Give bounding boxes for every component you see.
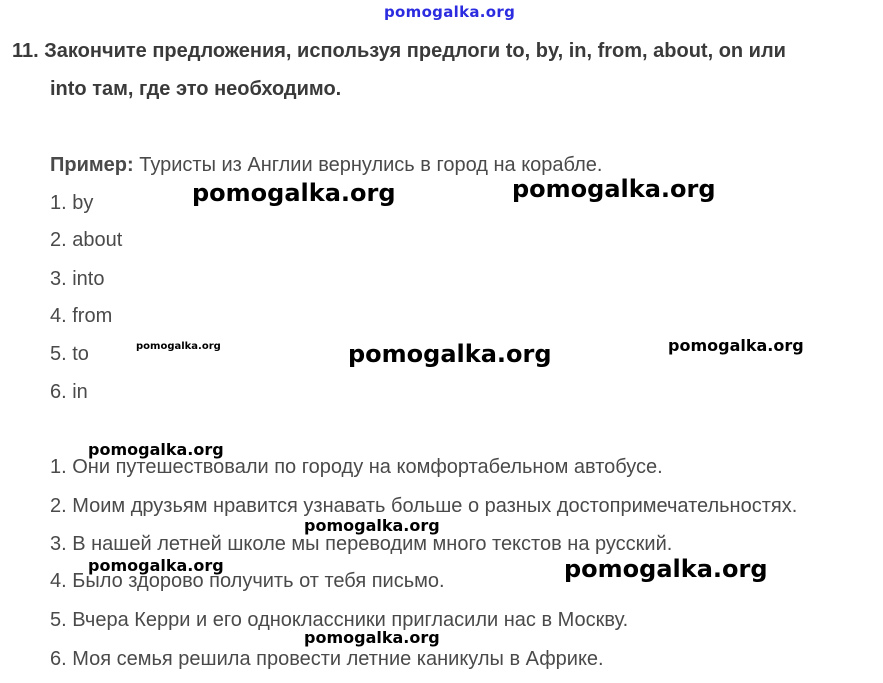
watermark: pomogalka.org [88, 556, 224, 575]
sentence-item: 3. В нашей летней школе мы переводим много текстов на русский. [50, 533, 673, 555]
answer-item: 1. by [50, 192, 94, 214]
watermark: pomogalka.org [668, 336, 804, 355]
watermark: pomogalka.org [304, 628, 440, 647]
answer-item: 4. from [50, 305, 113, 327]
answer-item: 5. to [50, 343, 89, 365]
watermark: pomogalka.org [88, 440, 224, 459]
example-line [50, 154, 602, 177]
watermark: pomogalka.org [136, 341, 221, 352]
example-text: Туристы из Англии вернулись в город на корабле. [133, 154, 603, 176]
watermark: pomogalka.org [348, 340, 552, 368]
sentence-item: 5. Вчера Керри и его одноклассники пригласили нас в Москву. [50, 609, 629, 631]
example-label: Пример: [50, 154, 134, 176]
sentence-item: 2. Моим друзьям нравится узнавать больше о разных достопримечательностях. [50, 495, 798, 517]
answer-item: 3. into [50, 268, 105, 290]
watermark: pomogalka.org [192, 179, 396, 207]
task-title-line-1: 11. Закончите предложения, используя предлоги to, by, in, from, about, on или [12, 40, 786, 62]
sentence-item: 6. Моя семья решила провести летние каникулы в Африке. [50, 648, 604, 670]
answer-item: 6. in [50, 381, 88, 403]
watermark: pomogalka.org [564, 555, 768, 583]
watermark: pomogalka.org [512, 175, 716, 203]
watermark: pomogalka.org [304, 516, 440, 535]
task-title-line-2: into там, где это необходимо. [50, 78, 342, 100]
header-watermark: pomogalka.org [384, 3, 516, 21]
sentence-item: 4. Было здорово получить от тебя письмо. [50, 570, 445, 592]
answer-item: 2. about [50, 229, 123, 251]
sentence-item: 1. Они путешествовали по городу на комфортабельном автобусе. [50, 456, 663, 478]
